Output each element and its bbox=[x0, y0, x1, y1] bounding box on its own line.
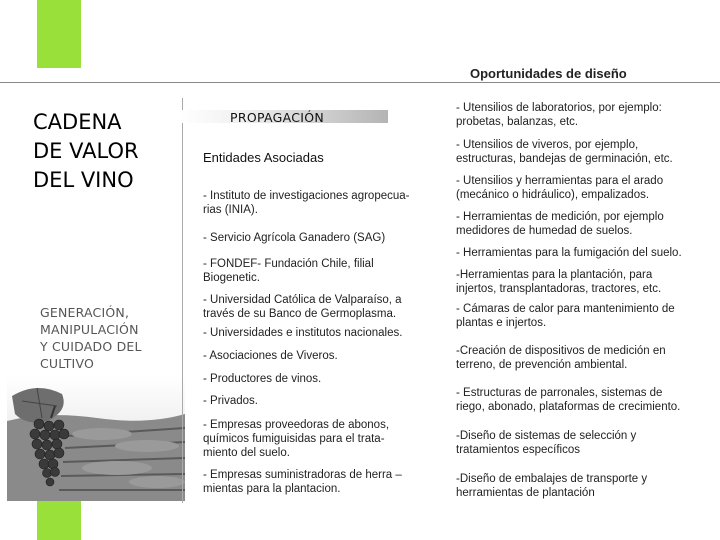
entidad-item: - Universidades e institutos nacionales. bbox=[203, 327, 403, 339]
entidad-item: - Productores de vinos. bbox=[203, 373, 322, 385]
main-title: CADENA DE VALOR DEL VINO bbox=[33, 110, 139, 192]
entidad-item: - Asociaciones de Viveros. bbox=[203, 350, 338, 362]
entidad-item: - Privados. bbox=[203, 395, 258, 407]
entidad-item: - Universidad Católica de Valparaíso, a través de su Banco de Germoplasma. bbox=[203, 294, 402, 320]
entidad-item: - Servicio Agrícola Ganadero (SAG) bbox=[203, 232, 386, 244]
oportunidad-item: - Herramientas para la fumigación del suelo. bbox=[456, 247, 682, 259]
entidad-item: - Empresas proveedoras de abonos, químicos fumiguisidas para el trata- miento del suelo. bbox=[203, 419, 390, 459]
green-accent-top bbox=[37, 0, 81, 68]
header-rule bbox=[0, 82, 720, 83]
entidad-item: - Empresas suministradoras de herra – mientas para la plantacion. bbox=[203, 469, 402, 495]
oportunidad-item: - Herramientas de medición, por ejemplo medidores de humedad de suelos. bbox=[456, 211, 664, 237]
oportunidad-item: - Cámaras de calor para mantenimiento de plantas e injertos. bbox=[456, 303, 675, 329]
entidades-heading: Entidades Asociadas bbox=[203, 150, 324, 165]
entidad-item: - FONDEF- Fundación Chile, filial Biogenetic. bbox=[203, 258, 374, 284]
oportunidad-item: - Utensilios y herramientas para el arado (mecánico o hidráulico), empalizados. bbox=[456, 175, 664, 201]
column-divider bbox=[182, 98, 183, 503]
oportunidad-item: -Diseño de sistemas de selección y tratamientos específicos bbox=[456, 430, 637, 456]
oportunidad-item: - Utensilios de laboratorios, por ejemplo: probetas, balanzas, etc. bbox=[456, 102, 662, 128]
oportunidad-item: - Utensilios de viveros, por ejemplo, estructuras, bandejas de germinación, etc. bbox=[456, 139, 673, 165]
oportunidad-item: -Creación de dispositivos de medición en terreno, de prevención ambiental. bbox=[456, 345, 666, 371]
page-title: Oportunidades de diseño bbox=[470, 66, 627, 81]
oportunidad-item: -Diseño de embalajes de transporte y herramientas de plantación bbox=[456, 473, 648, 499]
section-subtitle: GENERACIÓN, MANIPULACIÓN Y CUIDADO DEL CULTIVO bbox=[40, 305, 142, 371]
green-accent-bottom bbox=[37, 496, 81, 540]
entidad-item: - Instituto de investigaciones agropecua- rias (INIA). bbox=[203, 190, 410, 216]
section-title: PROPAGACIÓN bbox=[230, 110, 325, 125]
oportunidad-item: - Estructuras de parronales, sistemas de riego, abonado, plataformas de crecimiento. bbox=[456, 387, 681, 413]
oportunidad-item: -Herramientas para la plantación, para injertos, transplantadoras, tractores, etc. bbox=[456, 269, 662, 295]
vineyard-grapes-photo bbox=[7, 376, 185, 501]
